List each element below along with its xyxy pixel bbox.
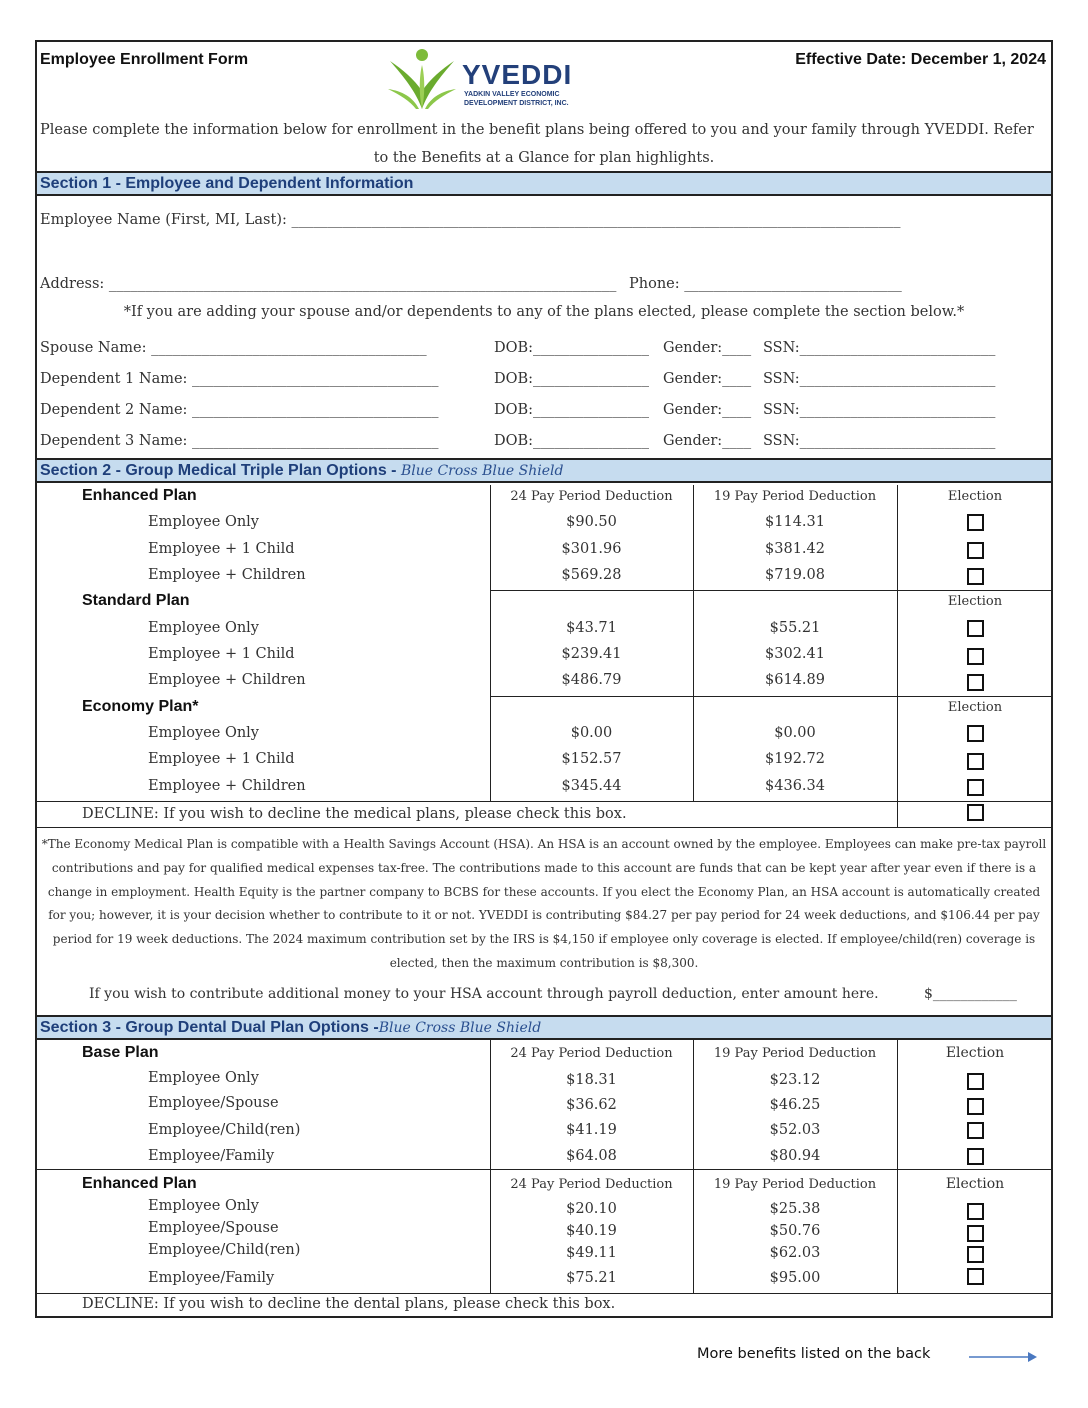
- price-19: $55.21: [769, 620, 821, 636]
- col-election-header: Election: [945, 1176, 1005, 1192]
- dependent1-gender-field[interactable]: Gender:____: [663, 371, 752, 387]
- medical-standard-plan-title: Standard Plan: [82, 592, 190, 609]
- dependent2-dob-field[interactable]: DOB:________________: [494, 402, 650, 418]
- price-19: $25.38: [769, 1201, 821, 1217]
- price-19: $50.76: [769, 1223, 821, 1239]
- election-checkbox[interactable]: [967, 779, 984, 796]
- footnote-line: for you; however, it is your decision whether to contribute to it or not. YVEDDI is contributing $84.27 per pay period for 24 week deductions, and $106.44 per pay: [48, 908, 1040, 923]
- logo-name: YVEDDI: [462, 59, 573, 90]
- intro-line1: Please complete the information below for enrollment in the benefit plans being offered to you and your family through YVEDDI. Refer: [40, 122, 1034, 138]
- row-label: Employee + Children: [148, 778, 306, 794]
- row-label: Employee + 1 Child: [148, 541, 295, 557]
- price-24: $152.57: [561, 751, 622, 767]
- logo-sub2: DEVELOPMENT DISTRICT, INC.: [464, 100, 569, 107]
- grid-line: [490, 696, 1053, 697]
- footnote-line: *The Economy Medical Plan is compatible with a Health Savings Account (HSA). An HSA is an account owned by the employee. Employees can make pre-tax payroll: [41, 837, 1047, 851]
- price-24: $75.21: [566, 1270, 617, 1286]
- price-24: $569.28: [561, 567, 622, 583]
- price-19: $23.12: [769, 1072, 821, 1088]
- effective-date: Effective Date: December 1, 2024: [795, 51, 1046, 68]
- dental-decline-text: DECLINE: If you wish to decline the dental plans, please check this box.: [82, 1296, 616, 1312]
- dependent1-name-field[interactable]: Dependent 1 Name: __________________________________: [40, 371, 439, 387]
- row-label: Employee + Children: [148, 672, 306, 688]
- section3-title: Section 3 - Group Dental Dual Plan Options -: [40, 1019, 379, 1036]
- election-checkbox[interactable]: [967, 753, 984, 770]
- right-arrow-icon: [968, 1350, 1038, 1364]
- election-checkbox[interactable]: [967, 1225, 984, 1242]
- section3-carrier: Blue Cross Blue Shield: [378, 1020, 542, 1036]
- price-19: $302.41: [765, 646, 825, 662]
- medical-decline-checkbox[interactable]: [967, 804, 984, 821]
- price-24: $20.10: [566, 1201, 617, 1217]
- election-checkbox[interactable]: [967, 1268, 984, 1285]
- col-19-header: 19 Pay Period Deduction: [713, 1046, 877, 1061]
- price-19: $436.34: [765, 778, 825, 794]
- col-19-header: 19 Pay Period Deduction: [713, 489, 877, 504]
- price-19: $62.03: [769, 1245, 821, 1261]
- price-24: $239.41: [561, 646, 622, 662]
- dependent3-ssn-field[interactable]: SSN:___________________________: [763, 433, 996, 449]
- election-checkbox[interactable]: [967, 1073, 984, 1090]
- price-24: $49.11: [566, 1245, 617, 1261]
- row-label: Employee/Child(ren): [148, 1122, 301, 1138]
- election-checkbox[interactable]: [967, 620, 984, 637]
- row-label: Employee + Children: [148, 567, 306, 583]
- election-checkbox[interactable]: [967, 674, 984, 691]
- price-24: $36.62: [566, 1097, 617, 1113]
- price-24: $41.19: [566, 1122, 617, 1138]
- col-24-header: 24 Pay Period Deduction: [510, 1046, 673, 1061]
- price-19: $192.72: [765, 751, 825, 767]
- col-19-header: 19 Pay Period Deduction: [713, 1177, 877, 1192]
- spouse-name-field[interactable]: Spouse Name: ______________________________________: [40, 340, 427, 356]
- hsa-prompt: If you wish to contribute additional money to your HSA account through payroll deduction, enter amount here.: [89, 986, 879, 1002]
- col-election-header: Election: [945, 1045, 1005, 1061]
- price-19: $719.08: [765, 567, 825, 583]
- phone-field[interactable]: Phone: ______________________________: [629, 276, 902, 292]
- section1-title: Section 1 - Employee and Dependent Information: [40, 175, 414, 192]
- price-19: $95.00: [769, 1270, 821, 1286]
- col-24-header: 24 Pay Period Deduction: [510, 1177, 673, 1192]
- row-label: Employee Only: [148, 1070, 260, 1086]
- section2-header: [37, 458, 1051, 483]
- grid-line: [37, 1169, 1053, 1170]
- price-24: $345.44: [561, 778, 622, 794]
- election-checkbox[interactable]: [967, 648, 984, 665]
- price-19: $0.00: [774, 725, 816, 741]
- election-checkbox[interactable]: [967, 1246, 984, 1263]
- row-label: Employee/Family: [148, 1270, 275, 1286]
- section2-carrier: Blue Cross Blue Shield: [400, 463, 564, 479]
- section3-header: [37, 1015, 1051, 1040]
- footnote-line: contributions and pay for qualified medical expenses tax-free. The contributions made to this account are funds that can be kept year after year even if there is a: [51, 860, 1037, 875]
- dependent2-ssn-field[interactable]: SSN:___________________________: [763, 402, 996, 418]
- hsa-amount-field[interactable]: $____________: [924, 986, 1017, 1002]
- col-election-header: Election: [947, 700, 1003, 715]
- row-label: Employee/Spouse: [148, 1220, 279, 1236]
- form-title: Employee Enrollment Form: [40, 51, 249, 68]
- price-24: $486.79: [561, 672, 622, 688]
- election-checkbox[interactable]: [967, 1148, 984, 1165]
- col-election-header: Election: [947, 489, 1003, 504]
- election-checkbox[interactable]: [967, 1203, 984, 1220]
- row-label: Employee Only: [148, 1198, 260, 1214]
- election-checkbox[interactable]: [967, 1098, 984, 1115]
- election-checkbox[interactable]: [967, 1122, 984, 1139]
- dependent1-dob-field[interactable]: DOB:________________: [494, 371, 650, 387]
- row-label: Employee/Spouse: [148, 1095, 279, 1111]
- price-24: $40.19: [566, 1223, 617, 1239]
- price-24: $90.50: [566, 514, 617, 530]
- election-checkbox[interactable]: [967, 725, 984, 742]
- row-label: Employee Only: [148, 514, 260, 530]
- dependent2-name-field[interactable]: Dependent 2 Name: __________________________________: [40, 402, 439, 418]
- dependent3-gender-field[interactable]: Gender:____: [663, 433, 752, 449]
- price-19: $52.03: [769, 1122, 821, 1138]
- footnote-line: change in employment. Health Equity is the partner company to BCBS for these accounts. If you elect the Economy Plan, an HSA account is automatically created: [47, 884, 1041, 899]
- logo-sub1: YADKIN VALLEY ECONOMIC: [464, 91, 560, 98]
- price-19: $114.31: [765, 514, 825, 530]
- election-checkbox[interactable]: [967, 514, 984, 531]
- section2-title: Section 2 - Group Medical Triple Plan Options -: [40, 462, 401, 479]
- price-24: $301.96: [561, 541, 622, 557]
- row-label: Employee/Family: [148, 1148, 275, 1164]
- dependents-note: *If you are adding your spouse and/or dependents to any of the plans elected, please complete the section below.*: [123, 304, 965, 320]
- price-19: $614.89: [765, 672, 825, 688]
- price-24: $64.08: [566, 1148, 617, 1164]
- row-label: Employee + 1 Child: [148, 646, 295, 662]
- price-24: $18.31: [566, 1072, 617, 1088]
- grid-line: [897, 1040, 898, 1293]
- row-label: Employee Only: [148, 725, 260, 741]
- section1-header: [37, 171, 1051, 196]
- spouse-dob-field[interactable]: DOB:________________: [494, 340, 650, 356]
- col-24-header: 24 Pay Period Deduction: [510, 489, 673, 504]
- address-field[interactable]: Address: ______________________________________________________________________: [40, 276, 617, 292]
- employee-name-field[interactable]: Employee Name (First, MI, Last): ____________________________________________________________________________________: [40, 212, 901, 228]
- election-checkbox[interactable]: [967, 568, 984, 585]
- price-24: $0.00: [570, 725, 613, 741]
- dependent3-name-field[interactable]: Dependent 3 Name: __________________________________: [40, 433, 439, 449]
- price-24: $43.71: [566, 620, 617, 636]
- dependent3-dob-field[interactable]: DOB:________________: [494, 433, 650, 449]
- logo-leaf-icon: [386, 47, 458, 113]
- hsa-footnote: [37, 833, 1051, 976]
- footnote-line: elected, then the maximum contribution is $8,300.: [389, 955, 699, 970]
- medical-enhanced-plan-title: Enhanced Plan: [82, 487, 197, 504]
- price-19: $381.42: [765, 541, 825, 557]
- grid-line: [897, 485, 898, 828]
- dependent1-ssn-field[interactable]: SSN:___________________________: [763, 371, 996, 387]
- grid-line: [37, 801, 1053, 802]
- price-19: $46.25: [769, 1097, 821, 1113]
- row-label: Employee Only: [148, 620, 260, 636]
- grid-line: [37, 827, 1053, 828]
- medical-decline-text: DECLINE: If you wish to decline the medical plans, please check this box.: [82, 806, 627, 822]
- grid-line: [490, 590, 1053, 591]
- more-benefits-note: More benefits listed on the back: [697, 1346, 931, 1362]
- footnote-line: period for 19 week deductions. The 2024 maximum contribution set by the IRS is $4,150 if employee only coverage is elected. If employee/child(ren) coverage is: [52, 932, 1036, 947]
- grid-line: [37, 1293, 1053, 1294]
- spouse-gender-field[interactable]: Gender:____: [663, 340, 752, 356]
- election-checkbox[interactable]: [967, 542, 984, 559]
- price-19: $80.94: [769, 1148, 821, 1164]
- spouse-ssn-field[interactable]: SSN:___________________________: [763, 340, 996, 356]
- intro-line2: to the Benefits at a Glance for plan highlights.: [373, 150, 715, 166]
- col-election-header: Election: [947, 594, 1003, 609]
- dental-enhanced-plan-title: Enhanced Plan: [82, 1175, 197, 1192]
- dependent2-gender-field[interactable]: Gender:____: [663, 402, 752, 418]
- dental-base-plan-title: Base Plan: [82, 1044, 159, 1061]
- medical-economy-plan-title: Economy Plan*: [82, 698, 199, 715]
- row-label: Employee/Child(ren): [148, 1242, 301, 1258]
- yveddi-logo: [386, 47, 586, 113]
- row-label: Employee + 1 Child: [148, 751, 295, 767]
